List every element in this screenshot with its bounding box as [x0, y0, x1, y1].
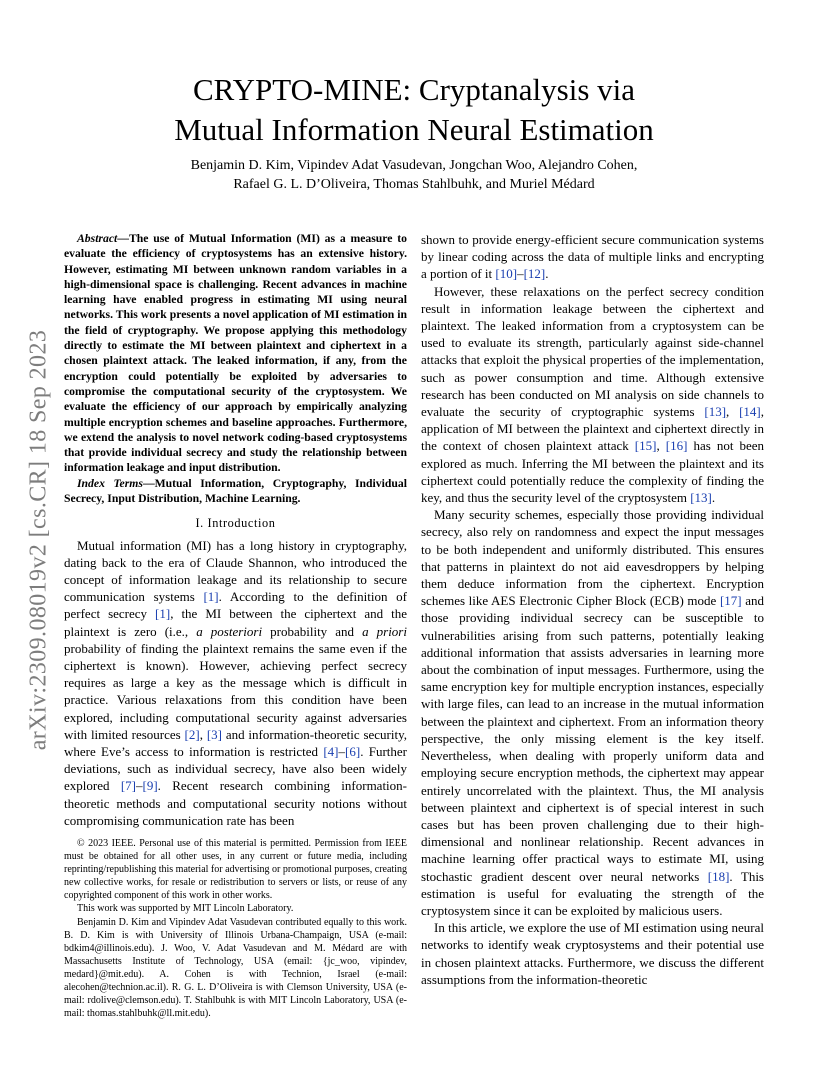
- intro-paragraph-2: However, these relaxations on the perfect secrecy condition result in information leakage between the ciphertext and plaintext. The leaked information from a cryptosystem can be used to evaluate its strength, particularly against side-channel attacks that exploit the physical properties of the implementation, such as power consumption and time. Although extensive research has been conducted on MI analysis on side channels to evaluate the security of cryptographic systems [13], [14], application of MI between the plaintext and ciphertext directly in the context of chosen plaintext attack [15], [16] has not been explored as much. Inferring the MI between the plaintext and its ciphertext could potentially reduce the complexity of finding the key, and thus the security level of the cryptosystem [13].: [421, 283, 765, 506]
- citation-link[interactable]: [14]: [739, 404, 761, 420]
- abstract-label: Abstract: [77, 232, 118, 245]
- citation-link[interactable]: [1]: [155, 606, 171, 622]
- abstract: Abstract—The use of Mutual Information (MI) as a measure to evaluate the efficiency of cryptosystems has an extensive history. However, estimating MI between unknown random variables in a high-dimensional space is challenging. Recent advances in machine learning have enabled progress in estimating MI using neural networks. This work presents a novel application of MI estimation in the field of cryptography. We propose applying this methodology directly to estimate the MI between plaintext and ciphertext in a chosen plaintext attack. The leaked information, if any, from the encryption could potentially be exploited by adversaries to compromise the computational security of the cryptosystem. We evaluate the efficiency of our approach by empirically analyzing multiple encryption schemes and baseline approaches. Furthermore, we extend the analysis to novel network coding-based cryptosystems that provide individual secrecy and study the relationship between information leakage and input distribution.: [64, 232, 407, 475]
- abstract-text: The use of Mutual Information (MI) as a measure to evaluate the efficiency of cryptosystems has an extensive history. However, estimating MI between unknown random variables in a high-dimensional space is challenging. Recent advances in machine learning have enabled progress in estimating MI using neural networks. This work presents a novel application of MI estimation in the field of cryptography. We propose applying this methodology directly to estimate the MI between plaintext and ciphertext in a chosen plaintext attack. The leaked information, if any, from the encryption could potentially be exploited by adversaries to compromise the computational security of the cryptosystem. We evaluate the efficiency of our approach by empirically analyzing multiple encryption schemes and baseline approaches. Furthermore, we extend the analysis to novel network coding-based cryptosystems that provide individual secrecy and study the relationship between information leakage and input distribution.: [64, 232, 407, 475]
- citation-link[interactable]: [10]: [495, 266, 518, 282]
- citation-link[interactable]: [17]: [719, 593, 742, 609]
- index-terms-label: Index Terms: [77, 476, 143, 490]
- authors-line-2: Rafael G. L. D’Oliveira, Thomas Stahlbuhk, and Muriel Médard: [233, 177, 595, 192]
- authors-line-1: Benjamin D. Kim, Vipindev Adat Vasudevan, Jongchan Woo, Alejandro Cohen,: [190, 158, 638, 173]
- intro-paragraph-1: Mutual information (MI) has a long history in cryptography, dating back to the era of Claude Shannon, who introduced the concept of information leakage and its relationship to secure communication systems [1]. According to the definition of perfect secrecy [1], the MI between the ciphertext and the plaintext is zero (i.e., a posteriori probability and a priori probability of finding the plaintext remains the same even if the ciphertext is known). However, achieving perfect secrecy requires as large a key as the message which is difficult in practice. Various relaxations from this condition have been explored, including computational security against adversaries with limited resources [2], [3] and information-theoretic security, where Eve’s access to information is restricted [4]–[6]. Further deviations, such as individual secrecy, have also been widely explored [7]–[9]. Recent research combining information-theoretic methods and computational security notions without compromising communication rate has been: [64, 537, 408, 828]
- citation-link[interactable]: [2]: [184, 726, 200, 742]
- citation-link[interactable]: [7]: [120, 778, 136, 794]
- citation-link[interactable]: [13]: [690, 490, 712, 506]
- citation-link[interactable]: [15]: [634, 438, 657, 454]
- intro-paragraph-4: In this article, we explore the use of MI estimation using neural networks to identify weak cryptosystems and their potential use in chosen plaintext attacks. Furthermore, we discuss the different assumptions from the information-theoretic: [421, 920, 764, 987]
- arxiv-identifier: arXiv:2309.08019v2 [cs.CR] 18 Sep 2023: [25, 329, 52, 751]
- citation-link[interactable]: [4]: [323, 743, 339, 759]
- affiliation-footnote: Benjamin D. Kim and Vipindev Adat Vasudevan contributed equally to this work. B. D. Kim is with University of Illinois Urbana-Champaign, USA (e-mail: bdkim4@illinois.edu). J. Woo, V. Adat Vasudevan and M. Médard are with Massachusetts Institute of Technology, USA (email: {jc_woo, vipindev, medard}@mit.edu). A. Cohen is with Technion, Israel (e-mail: alecohen@technion.ac.il). R. G. L. D’Oliveira is with Clemson University, USA (e-mail: rdolive@clemson.edu). T. Stahlbuhk is with MIT Lincoln Laboratory, USA (e-mail: thomas.stahlbuhk@ll.mit.edu).: [64, 916, 407, 1020]
- citation-link[interactable]: [12]: [523, 266, 546, 282]
- title-line-2: Mutual Information Neural Estimation: [174, 112, 654, 147]
- arxiv-sidebar: [14, 210, 64, 870]
- citation-link[interactable]: [9]: [142, 778, 158, 794]
- intro-paragraph-1-continued: shown to provide energy-efficient secure communication systems by linear coding across the data of multiple links and encrypting a portion of it [10]–[12].: [421, 232, 764, 282]
- index-terms: Index Terms—Mutual Information, Cryptography, Individual Secrecy, Input Distribution, Machine Learning.: [64, 476, 407, 506]
- index-terms-text: Mutual Information, Cryptography, Individual Secrecy, Input Distribution, Machine Learning.: [64, 476, 407, 506]
- citation-link[interactable]: [3]: [206, 726, 222, 742]
- title-line-1: CRYPTO-MINE: Cryptanalysis via: [192, 72, 636, 107]
- citation-link[interactable]: [18]: [707, 868, 730, 884]
- section-heading: I. Introduction: [195, 516, 276, 531]
- citation-link[interactable]: [16]: [665, 438, 688, 454]
- support-footnote: This work was supported by MIT Lincoln Laboratory.: [77, 903, 294, 915]
- right-column: [421, 231, 764, 988]
- intro-paragraph-3: Many security schemes, especially those providing individual secrecy, also rely on randomness and expect the input messages to be both independent and uniformly distributed. This ensures that patterns in plaintext do not aid eavesdroppers by helping them deduce information from the ciphertext. Encryption schemes like AES Electronic Cipher Block (ECB) mode [17] and those providing individual secrecy can be susceptible to vulnerabilities arising from such patterns, potentially leaking additional information that assists adversaries in learning more about the combination of input messages. Furthermore, using the same encryption key for multiple encryption instances, especially with large files, can lead to an increase in the mutual information between the plaintext and ciphertext. From an information theory perspective, the only missing element is the key itself. Nevertheless, when dealing with properly uniform data and employing secure encryption methods, the ciphertext may appear entirely uncorrelated with the plaintext. Thus, the MI analysis between plaintext and ciphertext is of special interest in such cases but has been proven challenging due to their high-dimensional and nonlinear relationship. Recent advances in machine learning offer practical ways to estimate MI, using stochastic gradient descent over neural networks [18]. This estimation is useful for evaluating the strength of the cryptosystem since it can be exploited by malicious users.: [421, 507, 764, 918]
- paper-title: [100, 70, 728, 150]
- citation-link[interactable]: [6]: [345, 743, 361, 759]
- citation-link[interactable]: [1]: [203, 589, 219, 605]
- copyright-footnote: © 2023 IEEE. Personal use of this material is permitted. Permission from IEEE must be obtained for all other uses, in any current or future media, including reprinting/republishing this material for advertising or promotional purposes, creating new collective works, for resale or redistribution to servers or lists, or reuse of any copyrighted component of this work in other works.: [64, 838, 407, 902]
- author-list: [100, 156, 728, 194]
- left-column: [64, 231, 407, 1020]
- citation-link[interactable]: [13]: [704, 404, 727, 420]
